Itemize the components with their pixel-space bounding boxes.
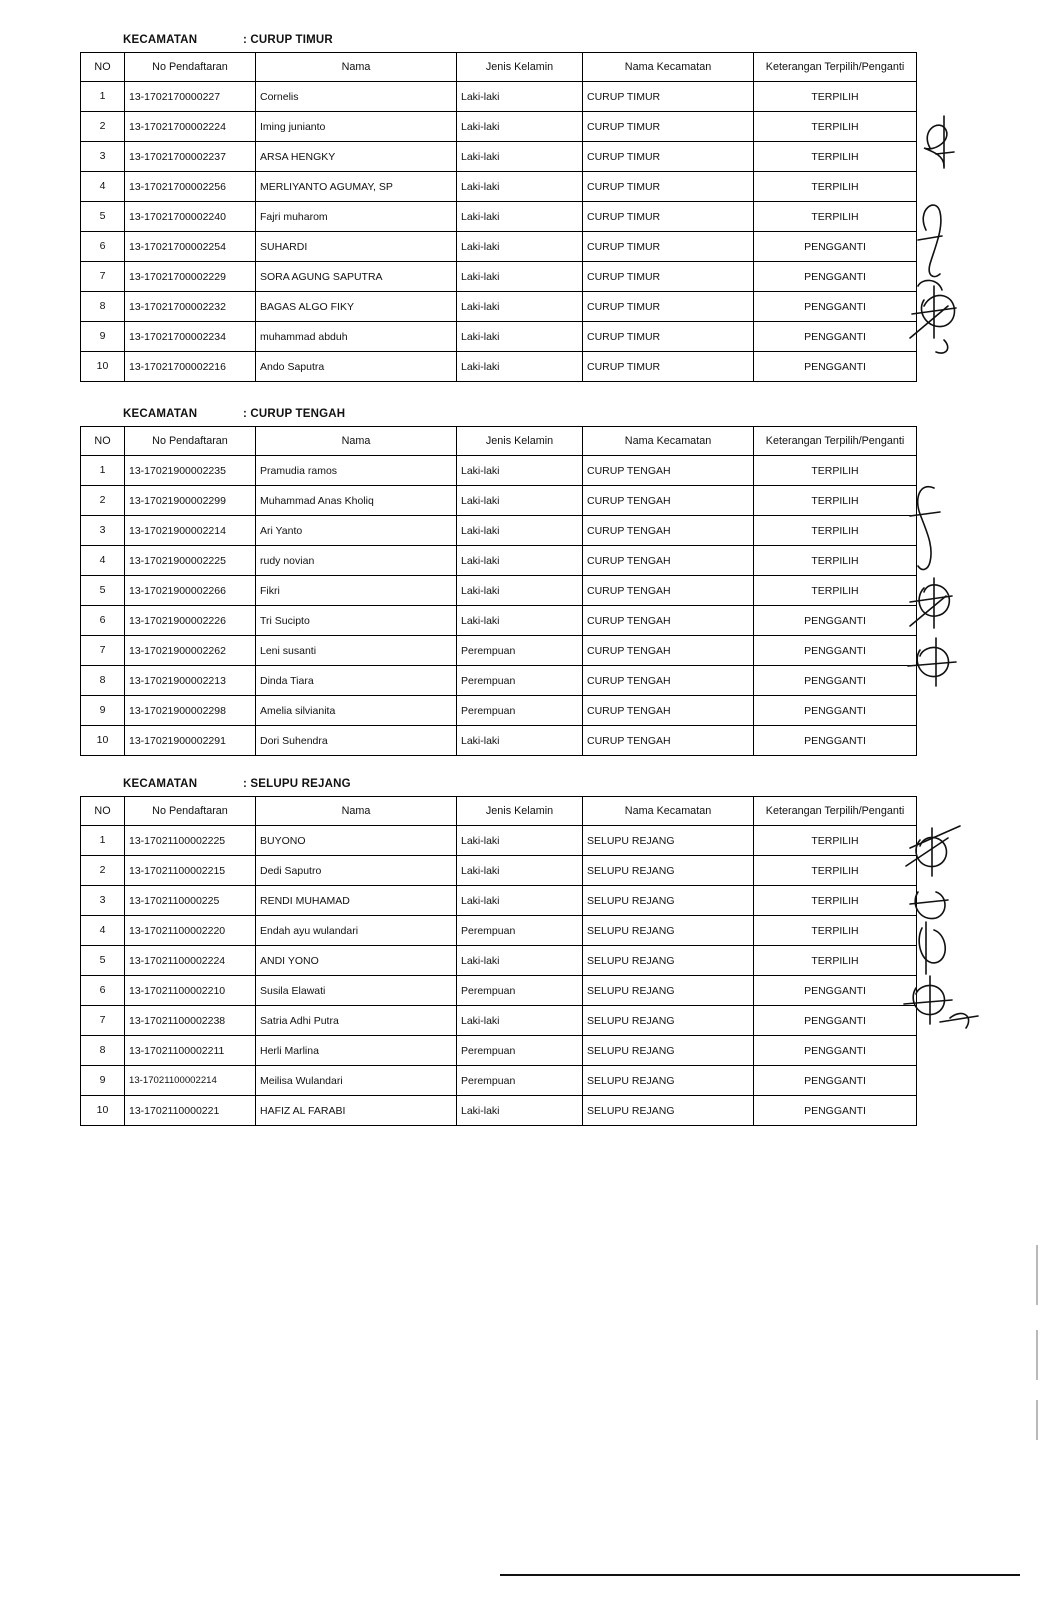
table-row <box>81 576 917 606</box>
cell-jk: Perempuan <box>457 976 583 1006</box>
data-table <box>80 426 917 756</box>
cell-nama: ANDI YONO <box>256 946 457 976</box>
table-row <box>81 112 917 142</box>
cell-ket: TERPILIH <box>754 112 917 142</box>
col-keterangan: Keterangan Terpilih/Penganti <box>754 427 917 456</box>
table-row <box>81 292 917 322</box>
table-row <box>81 636 917 666</box>
kecamatan-label: KECAMATAN <box>123 34 198 46</box>
col-no: NO <box>81 427 125 456</box>
cell-nama: Tri Sucipto <box>256 606 457 636</box>
cell-ket: PENGGANTI <box>754 636 917 666</box>
col-no: NO <box>81 797 125 826</box>
cell-kec: SELUPU REJANG <box>583 946 754 976</box>
cell-jk: Laki-laki <box>457 886 583 916</box>
cell-no: 1 <box>81 82 125 112</box>
cell-ket: TERPILIH <box>754 486 917 516</box>
table-row <box>81 262 917 292</box>
cell-jk: Laki-laki <box>457 262 583 292</box>
cell-kec: SELUPU REJANG <box>583 826 754 856</box>
cell-jk: Laki-laki <box>457 202 583 232</box>
kecamatan-value: : CURUP TIMUR <box>243 34 333 46</box>
cell-reg: 13-17021900002299 <box>125 486 256 516</box>
cell-no: 3 <box>81 516 125 546</box>
cell-kec: CURUP TENGAH <box>583 486 754 516</box>
table-row <box>81 172 917 202</box>
cell-nama: Endah ayu wulandari <box>256 916 457 946</box>
cell-ket: TERPILIH <box>754 202 917 232</box>
cell-jk: Laki-laki <box>457 946 583 976</box>
cell-reg: 13-17021700002216 <box>125 352 256 382</box>
cell-nama: Leni susanti <box>256 636 457 666</box>
cell-nama: Amelia silvianita <box>256 696 457 726</box>
cell-no: 8 <box>81 666 125 696</box>
cell-kec: CURUP TENGAH <box>583 726 754 756</box>
cell-no: 9 <box>81 322 125 352</box>
cell-jk: Perempuan <box>457 1066 583 1096</box>
col-nama: Nama <box>256 53 457 82</box>
cell-no: 5 <box>81 576 125 606</box>
cell-ket: PENGGANTI <box>754 976 917 1006</box>
table-row <box>81 856 917 886</box>
col-no-pendaftaran: No Pendaftaran <box>125 427 256 456</box>
page-edge-mark <box>1036 1245 1038 1305</box>
cell-reg: 13-17021700002240 <box>125 202 256 232</box>
cell-ket: PENGGANTI <box>754 262 917 292</box>
cell-jk: Perempuan <box>457 636 583 666</box>
cell-ket: TERPILIH <box>754 546 917 576</box>
table-row <box>81 696 917 726</box>
cell-nama: Fikri <box>256 576 457 606</box>
cell-no: 10 <box>81 726 125 756</box>
cell-ket: TERPILIH <box>754 516 917 546</box>
cell-kec: CURUP TENGAH <box>583 456 754 486</box>
cell-nama: Fajri muharom <box>256 202 457 232</box>
cell-no: 2 <box>81 112 125 142</box>
cell-nama: Susila Elawati <box>256 976 457 1006</box>
col-nama-kecamatan: Nama Kecamatan <box>583 797 754 826</box>
data-table <box>80 52 917 382</box>
col-keterangan: Keterangan Terpilih/Penganti <box>754 797 917 826</box>
col-nama: Nama <box>256 797 457 826</box>
cell-reg: 13-17021100002215 <box>125 856 256 886</box>
section-header <box>80 778 910 790</box>
page-bottom-rule <box>500 1574 1020 1576</box>
cell-no: 10 <box>81 352 125 382</box>
section-curup-tengah <box>80 408 910 756</box>
table-row <box>81 1066 917 1096</box>
page-edge-mark <box>1036 1330 1038 1380</box>
col-keterangan: Keterangan Terpilih/Penganti <box>754 53 917 82</box>
col-nama-kecamatan: Nama Kecamatan <box>583 53 754 82</box>
kecamatan-value: : CURUP TENGAH <box>243 408 346 420</box>
cell-no: 8 <box>81 1036 125 1066</box>
cell-reg: 13-17021900002298 <box>125 696 256 726</box>
cell-jk: Laki-laki <box>457 726 583 756</box>
cell-no: 3 <box>81 142 125 172</box>
table-header-row <box>81 427 917 456</box>
cell-jk: Perempuan <box>457 666 583 696</box>
cell-kec: CURUP TIMUR <box>583 292 754 322</box>
cell-nama: BAGAS ALGO FIKY <box>256 292 457 322</box>
cell-nama: Herli Marlina <box>256 1036 457 1066</box>
cell-jk: Laki-laki <box>457 1006 583 1036</box>
table-row <box>81 1036 917 1066</box>
cell-ket: PENGGANTI <box>754 352 917 382</box>
kecamatan-label: KECAMATAN <box>123 408 198 420</box>
cell-ket: PENGGANTI <box>754 1066 917 1096</box>
table-row <box>81 976 917 1006</box>
cell-ket: TERPILIH <box>754 456 917 486</box>
table-row <box>81 546 917 576</box>
cell-nama: Dori Suhendra <box>256 726 457 756</box>
cell-no: 6 <box>81 976 125 1006</box>
cell-nama: rudy novian <box>256 546 457 576</box>
col-jenis-kelamin: Jenis Kelamin <box>457 797 583 826</box>
cell-reg: 13-17021700002254 <box>125 232 256 262</box>
cell-reg: 13-17021900002291 <box>125 726 256 756</box>
cell-jk: Laki-laki <box>457 516 583 546</box>
cell-nama: Dinda Tiara <box>256 666 457 696</box>
cell-no: 4 <box>81 546 125 576</box>
cell-nama: BUYONO <box>256 826 457 856</box>
cell-no: 3 <box>81 886 125 916</box>
cell-jk: Laki-laki <box>457 486 583 516</box>
cell-kec: CURUP TENGAH <box>583 576 754 606</box>
cell-ket: TERPILIH <box>754 856 917 886</box>
cell-kec: CURUP TIMUR <box>583 322 754 352</box>
cell-kec: CURUP TENGAH <box>583 696 754 726</box>
page-edge-mark <box>1036 1400 1038 1440</box>
kecamatan-label: KECAMATAN <box>123 778 198 790</box>
data-table <box>80 796 917 1126</box>
cell-jk: Laki-laki <box>457 172 583 202</box>
cell-kec: CURUP TIMUR <box>583 142 754 172</box>
cell-reg: 13-17021700002256 <box>125 172 256 202</box>
table-row <box>81 1096 917 1126</box>
cell-no: 8 <box>81 292 125 322</box>
cell-no: 5 <box>81 202 125 232</box>
cell-ket: TERPILIH <box>754 172 917 202</box>
cell-jk: Laki-laki <box>457 456 583 486</box>
cell-reg: 13-17021100002210 <box>125 976 256 1006</box>
table-row <box>81 142 917 172</box>
cell-kec: SELUPU REJANG <box>583 1096 754 1126</box>
cell-reg: 13-17021100002238 <box>125 1006 256 1036</box>
cell-reg: 13-17021100002220 <box>125 916 256 946</box>
cell-no: 1 <box>81 826 125 856</box>
cell-jk: Laki-laki <box>457 576 583 606</box>
table-row <box>81 666 917 696</box>
cell-nama: Iming junianto <box>256 112 457 142</box>
table-row <box>81 82 917 112</box>
cell-reg: 13-17021700002229 <box>125 262 256 292</box>
cell-ket: PENGGANTI <box>754 322 917 352</box>
cell-kec: SELUPU REJANG <box>583 976 754 1006</box>
cell-nama: Ando Saputra <box>256 352 457 382</box>
cell-reg: 13-17021900002262 <box>125 636 256 666</box>
cell-reg: 13-1702110000225 <box>125 886 256 916</box>
cell-kec: CURUP TIMUR <box>583 352 754 382</box>
col-no-pendaftaran: No Pendaftaran <box>125 53 256 82</box>
table-row <box>81 456 917 486</box>
cell-no: 7 <box>81 1006 125 1036</box>
cell-ket: PENGGANTI <box>754 292 917 322</box>
col-nama: Nama <box>256 427 457 456</box>
cell-reg: 13-17021900002213 <box>125 666 256 696</box>
cell-ket: PENGGANTI <box>754 726 917 756</box>
col-jenis-kelamin: Jenis Kelamin <box>457 53 583 82</box>
cell-ket: PENGGANTI <box>754 1006 917 1036</box>
cell-ket: PENGGANTI <box>754 1096 917 1126</box>
section-header <box>80 408 910 420</box>
cell-kec: CURUP TIMUR <box>583 232 754 262</box>
cell-ket: TERPILIH <box>754 142 917 172</box>
cell-nama: Dedi Saputro <box>256 856 457 886</box>
cell-nama: HAFIZ AL FARABI <box>256 1096 457 1126</box>
table-row <box>81 606 917 636</box>
cell-no: 7 <box>81 262 125 292</box>
cell-ket: PENGGANTI <box>754 1036 917 1066</box>
cell-reg: 13-17021900002235 <box>125 456 256 486</box>
cell-nama: muhammad abduh <box>256 322 457 352</box>
cell-reg: 13-17021700002224 <box>125 112 256 142</box>
cell-ket: PENGGANTI <box>754 232 917 262</box>
table-row <box>81 202 917 232</box>
cell-no: 4 <box>81 172 125 202</box>
cell-kec: SELUPU REJANG <box>583 886 754 916</box>
cell-reg: 13-1702110000221 <box>125 1096 256 1126</box>
cell-jk: Perempuan <box>457 696 583 726</box>
cell-reg: 13-1702170000227 <box>125 82 256 112</box>
cell-jk: Laki-laki <box>457 826 583 856</box>
cell-nama: Satria Adhi Putra <box>256 1006 457 1036</box>
cell-kec: CURUP TIMUR <box>583 202 754 232</box>
cell-kec: CURUP TENGAH <box>583 546 754 576</box>
table-row <box>81 516 917 546</box>
cell-kec: CURUP TENGAH <box>583 636 754 666</box>
cell-ket: PENGGANTI <box>754 606 917 636</box>
cell-nama: SUHARDI <box>256 232 457 262</box>
cell-no: 9 <box>81 1066 125 1096</box>
cell-kec: CURUP TIMUR <box>583 112 754 142</box>
cell-reg: 13-17021100002225 <box>125 826 256 856</box>
cell-jk: Laki-laki <box>457 232 583 262</box>
table-row <box>81 322 917 352</box>
cell-no: 6 <box>81 606 125 636</box>
cell-no: 9 <box>81 696 125 726</box>
cell-no: 10 <box>81 1096 125 1126</box>
cell-jk: Laki-laki <box>457 546 583 576</box>
cell-nama: Muhammad Anas Kholiq <box>256 486 457 516</box>
table-row <box>81 886 917 916</box>
section-header <box>80 34 910 46</box>
col-no: NO <box>81 53 125 82</box>
cell-nama: Ari Yanto <box>256 516 457 546</box>
cell-reg: 13-17021900002214 <box>125 516 256 546</box>
cell-nama: Cornelis <box>256 82 457 112</box>
cell-nama: SORA AGUNG SAPUTRA <box>256 262 457 292</box>
cell-reg: 13-17021100002211 <box>125 1036 256 1066</box>
cell-ket: TERPILIH <box>754 82 917 112</box>
table-row <box>81 232 917 262</box>
cell-kec: CURUP TENGAH <box>583 516 754 546</box>
table-row <box>81 486 917 516</box>
cell-kec: CURUP TENGAH <box>583 606 754 636</box>
cell-reg: 13-17021900002225 <box>125 546 256 576</box>
cell-kec: SELUPU REJANG <box>583 916 754 946</box>
cell-reg: 13-17021100002214 <box>125 1066 256 1096</box>
col-jenis-kelamin: Jenis Kelamin <box>457 427 583 456</box>
cell-ket: TERPILIH <box>754 576 917 606</box>
cell-reg: 13-17021700002232 <box>125 292 256 322</box>
cell-nama: Meilisa Wulandari <box>256 1066 457 1096</box>
cell-jk: Laki-laki <box>457 322 583 352</box>
cell-reg: 13-17021700002237 <box>125 142 256 172</box>
table-row <box>81 946 917 976</box>
cell-kec: CURUP TIMUR <box>583 262 754 292</box>
cell-kec: SELUPU REJANG <box>583 1066 754 1096</box>
table-header-row <box>81 53 917 82</box>
col-no-pendaftaran: No Pendaftaran <box>125 797 256 826</box>
cell-no: 4 <box>81 916 125 946</box>
cell-jk: Laki-laki <box>457 352 583 382</box>
cell-jk: Perempuan <box>457 1036 583 1066</box>
cell-ket: TERPILIH <box>754 886 917 916</box>
table-row <box>81 916 917 946</box>
cell-jk: Perempuan <box>457 916 583 946</box>
cell-jk: Laki-laki <box>457 112 583 142</box>
cell-ket: TERPILIH <box>754 826 917 856</box>
cell-kec: SELUPU REJANG <box>583 1006 754 1036</box>
cell-no: 7 <box>81 636 125 666</box>
cell-no: 1 <box>81 456 125 486</box>
cell-ket: PENGGANTI <box>754 666 917 696</box>
table-row <box>81 726 917 756</box>
col-nama-kecamatan: Nama Kecamatan <box>583 427 754 456</box>
cell-no: 6 <box>81 232 125 262</box>
cell-ket: TERPILIH <box>754 916 917 946</box>
cell-reg: 13-17021700002234 <box>125 322 256 352</box>
cell-no: 5 <box>81 946 125 976</box>
cell-ket: TERPILIH <box>754 946 917 976</box>
table-row <box>81 352 917 382</box>
section-selupu-rejang <box>80 778 910 1126</box>
cell-jk: Laki-laki <box>457 82 583 112</box>
cell-no: 2 <box>81 856 125 886</box>
cell-jk: Laki-laki <box>457 292 583 322</box>
cell-kec: CURUP TENGAH <box>583 666 754 696</box>
cell-kec: CURUP TIMUR <box>583 172 754 202</box>
cell-jk: Laki-laki <box>457 142 583 172</box>
cell-reg: 13-17021900002266 <box>125 576 256 606</box>
cell-reg: 13-17021900002226 <box>125 606 256 636</box>
cell-no: 2 <box>81 486 125 516</box>
cell-nama: RENDI MUHAMAD <box>256 886 457 916</box>
cell-kec: SELUPU REJANG <box>583 1036 754 1066</box>
table-header-row <box>81 797 917 826</box>
kecamatan-value: : SELUPU REJANG <box>243 778 351 790</box>
table-row <box>81 826 917 856</box>
cell-ket: PENGGANTI <box>754 696 917 726</box>
cell-nama: Pramudia ramos <box>256 456 457 486</box>
cell-reg: 13-17021100002224 <box>125 946 256 976</box>
cell-jk: Laki-laki <box>457 1096 583 1126</box>
table-row <box>81 1006 917 1036</box>
cell-jk: Laki-laki <box>457 606 583 636</box>
cell-jk: Laki-laki <box>457 856 583 886</box>
cell-nama: ARSA HENGKY <box>256 142 457 172</box>
section-curup-timur <box>80 34 910 382</box>
cell-kec: CURUP TIMUR <box>583 82 754 112</box>
cell-nama: MERLIYANTO AGUMAY, SP <box>256 172 457 202</box>
cell-kec: SELUPU REJANG <box>583 856 754 886</box>
